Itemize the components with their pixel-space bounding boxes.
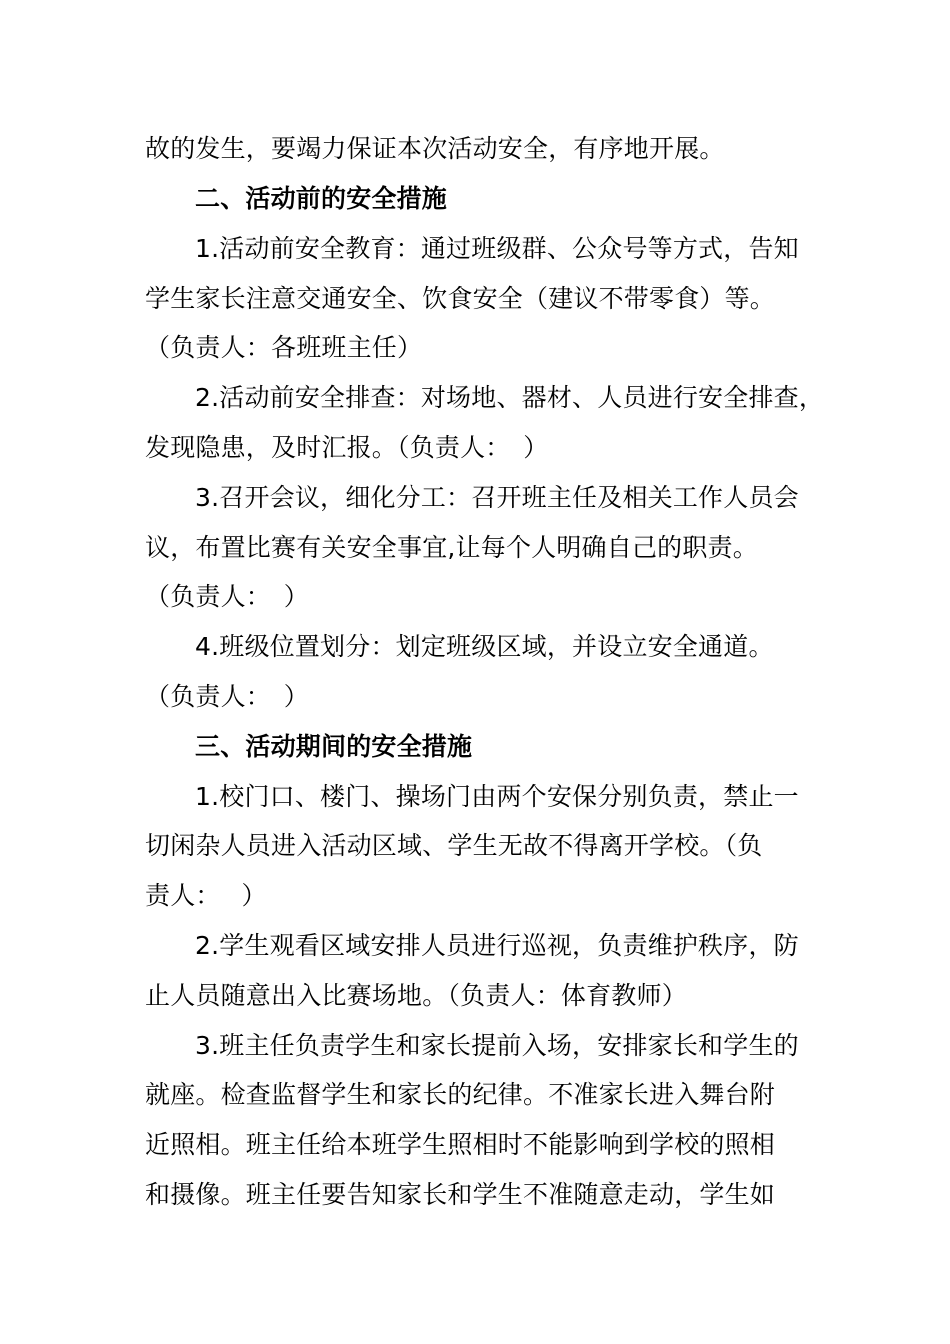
body-text-line: 近照相。班主任给本班学生照相时不能影响到学校的照相 (145, 1130, 776, 1159)
section-heading: 二、活动前的安全措施 (195, 184, 448, 213)
body-text-line: 故的发生，要竭力保证本次活动安全，有序地开展。 (145, 134, 725, 163)
body-text-line: 就座。检查监督学生和家长的纪律。不准家长进入舞台附 (145, 1080, 776, 1109)
body-text-line: 学生家长注意交通安全、饮食安全（建议不带零食）等。 (145, 284, 776, 313)
body-text-line: （负责人：各班班主任） (145, 333, 423, 362)
body-text-line: 2.活动前安全排查：对场地、器材、人员进行安全排查， (195, 383, 825, 412)
body-text-line: 1.活动前安全教育：通过班级群、公众号等方式，告知 (195, 234, 799, 263)
body-text-line: （负责人： ） (145, 682, 309, 711)
body-text-line: 切闲杂人员进入活动区域、学生无故不得离开学校。（负 (145, 831, 763, 860)
body-text-line: 议，布置比赛有关安全事宜,让每个人明确自己的职责。 (145, 533, 758, 562)
body-text-line: （负责人： ） (145, 582, 309, 611)
body-text-line: 4.班级位置划分：划定班级区域，并设立安全通道。 (195, 632, 774, 661)
body-text-line: 止人员随意出入比赛场地。（负责人：体育教师） (145, 981, 687, 1010)
section-heading: 三、活动期间的安全措施 (195, 732, 473, 761)
body-text-line: 2.学生观看区域安排人员进行巡视，负责维护秩序，防 (195, 931, 799, 960)
body-text-line: 1.校门口、楼门、操场门由两个安保分别负责，禁止一 (195, 782, 799, 811)
body-text-line: 和摄像。班主任要告知家长和学生不准随意走动，学生如 (145, 1180, 776, 1209)
body-text-line: 3.班主任负责学生和家长提前入场，安排家长和学生的 (195, 1031, 799, 1060)
body-text-line: 责人： ） (145, 881, 267, 910)
body-text-line: 3.召开会议，细化分工：召开班主任及相关工作人员会 (195, 483, 799, 512)
body-text-line: 发现隐患，及时汇报。（负责人： ） (145, 433, 549, 462)
